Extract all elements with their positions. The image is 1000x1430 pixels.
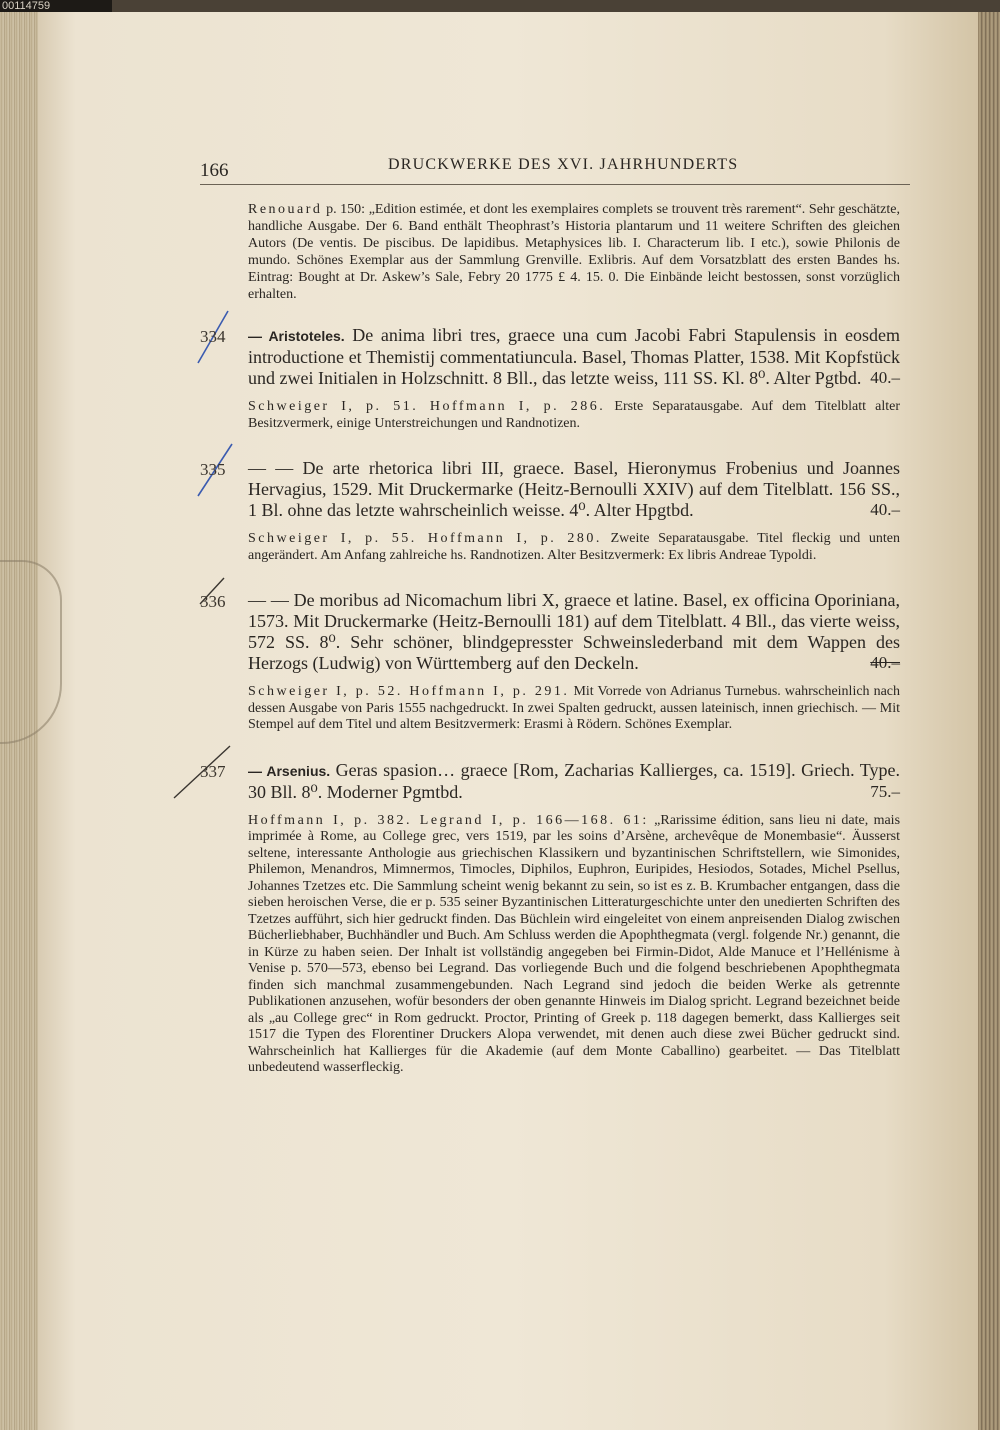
- entry-price: 40.–: [870, 500, 900, 519]
- note-citation: Schweiger I, p. 52. Hoffmann I, p. 291.: [248, 684, 570, 699]
- entry-description: De arte rhetorica libri III, graece. Basel, Hieronymus Frobenius und Joannes Hervagius, 1529. Mit Druckermarke (Heitz-Bernoulli XXIV) auf dem Titelblatt. 156 SS., 1 Bl. ohne das letzte wahrscheinlich weisse. 4⁰. Alter Hpgtbd.: [248, 458, 901, 520]
- entry-number: 336: [200, 592, 226, 611]
- catalog-entry: [200, 760, 900, 1077]
- note-text: Mit Vorrede von Adrianus Turnebus. wahrscheinlich nach dessen Ausgabe von Paris 1555 nachgedruckt. In zwei Spalten gedruckt, aussen lateinisch, innen griechisch. — Mit Stempel auf dem Titel und altem Besitzvermerk: Erasmi à Rödern. Schönes Exemplar.: [248, 684, 900, 732]
- entry-title: [248, 325, 900, 389]
- catalog-entry: [200, 325, 900, 432]
- entry-author: — —: [248, 458, 294, 478]
- entry-price-struck: 40.–: [870, 653, 900, 672]
- entry-description: De moribus ad Nicomachum libri X, graece et latine. Basel, ex officina Oporiniana, 1573. Mit Druckermarke (Heitz-Bernoulli 181) auf dem Titelblatt. 4 Bll., das vierte weiss, 572 SS. 8⁰. Sehr schöner, blindgepresster Schweinslederband mit dem Wappen des Herzogs (Ludwig) von Württemberg auf den Deckeln.: [248, 590, 901, 673]
- entry-number: 334: [200, 327, 226, 346]
- running-head: DRUCKWERKE DES XVI. JAHRHUNDERTS: [388, 156, 739, 173]
- note-citation: Schweiger I, p. 51. Hoffmann I, p. 286.: [248, 399, 606, 414]
- entry-number: 335: [200, 460, 226, 479]
- note-citation: Hoffmann I, p. 382. Legrand I, p. 166—168. 61:: [248, 812, 649, 828]
- entry-author: — Arsenius.: [248, 762, 331, 779]
- page-header: [200, 150, 910, 185]
- entry-note: [248, 531, 900, 564]
- note-text: Zweite Separatausgabe. Titel fleckig und unten angerändert. Am Anfang zahlreiche hs. Randnotizen. Alter Besitzvermerk: Ex libris Andreae Typoldi.: [248, 531, 901, 563]
- entry-author: — —: [248, 590, 289, 610]
- entry-description: De anima libri tres, graece una cum Jacobi Fabri Stapulensis in eosdem introductione et Themistij commentatiuncula. Basel, Thomas Platter, 1538. Mit Kopfstück und zwei Initialen in Holzschnitt. 8 Bll., das letzte weiss, 111 SS. Kl. 8⁰. Alter Pgtbd.: [248, 325, 900, 388]
- entry-note: [248, 813, 900, 1077]
- entry-title: [248, 458, 900, 521]
- note-text: „Rarissime édition, sans lieu ni date, mais imprimée à Rome, au College grec, vers 1519, par les soins d’Arsène, archevêque de Monembasie“. Äusserst seltene, interessante Anthologie aus griechischen Klassikern und byzantinischen Schriftstellern, wie Simonides, Philemon, Menandros, Mimnermos, Timocles, Diphilos, Euphron, Euripides, Hesiodos, Sotades, Michel Psellus, Johannes Tzetzes etc. Die Sammlung scheint wenig bekannt zu sein, so ist es z. B. Krumbacher entgangen, dass die sieben heroischen Verse, die er p. 535 seiner Byzantinischen Litteraturgeschichte unter den unedierten Schriften des Tzetzes aufführt, sich hier gedruckt finden. Das Büchlein wird eingeleitet von einem anpreisenden Dialog zwischen Bücherliebhaber, Buchhändler und Buch. Am Schluss werden die Apophthegmata (vergl. folgende Nr.) genannt, die in Kürze zu haben seien. Der Inhalt ist vollständig angegeben bei Firmin-Didot, Alde Manuce et l’Hellénisme à Venise p. 570—573, ebenso bei Legrand. Das vorliegende Buch und die folgend beschriebenen Apophthegmata finden sich manchmal zusammengebunden. Nach Legrand sind jedoch die beiden Werke als getrennte Publikationen anzusehen, wofür besonders der oben genannte Hinweis im Dialog spricht. Legrand bezeichnet beide als „au College grec“ in Rom gedruckt. Proctor, Printing of Greek p. 118 dagegen bemerkt, dass Kallierges seit 1517 die Typen des Florentiner Druckers Alopa verwendet, mit denen auch diese zwei Bücher gedruckt sind. Wahrscheinlich hat Kallierges für die Akademie (auf dem Monte Caballino) gearbeitet. — Das Titelblatt unbedeutend wasserfleckig.: [248, 812, 901, 1075]
- entry-title: [248, 590, 900, 674]
- entry-price: 75.–: [870, 781, 900, 801]
- entry-title: [248, 760, 900, 803]
- entry-number: 337: [200, 761, 226, 781]
- page-content: [200, 150, 900, 1077]
- intro-text: p. 150: „Edition estimée, et dont les exemplaires complets se trouvent très rarement“. Sehr geschätzte, handliche Ausgabe. Der 6. Band enthält Theophrast’s Historia plantarum und 11 weitere Schriften des gleichen Autors (De ventis. De piscibus. De lapidibus. Metaphysices lib. I. Characterum lib. I etc.), sowie Philonis de mundo. Schönes Exemplar aus der Sammlung Grenville. Exlibris. Auf dem Vorsatzblatt des ersten Bandes hs. Eintrag: Bought at Dr. Askew’s Sale, Febry 20 1775 £ 4. 15. 0. Die Einbände leicht bestossen, sonst vorzüglich erhalten.: [248, 202, 900, 302]
- intro-author: Renouard: [248, 202, 323, 217]
- entry-description: Geras spasion… graece [Rom, Zacharias Kallierges, ca. 1519]. Griech. Type. 30 Bll. 8⁰. Moderner Pgmtbd.: [248, 759, 901, 802]
- entry-price: 40.–: [870, 368, 900, 387]
- note-citation: Schweiger I, p. 55. Hoffmann I, p. 280.: [248, 531, 602, 546]
- catalog-entry: [200, 458, 900, 564]
- book-right-edge: [978, 12, 1000, 1430]
- note-text: Erste Separatausgabe. Auf dem Titelblatt alter Besitzvermerk, einige Unterstreichungen und Randnotizen.: [248, 399, 901, 431]
- entry-note: [248, 684, 900, 734]
- page-number: 166: [200, 160, 229, 181]
- catalog-entry: [200, 590, 900, 734]
- archive-id-tab: 00114759: [0, 0, 112, 12]
- entry-note: [248, 399, 900, 432]
- continued-entry-note: [248, 201, 900, 303]
- entry-author: — Aristoteles.: [248, 328, 345, 344]
